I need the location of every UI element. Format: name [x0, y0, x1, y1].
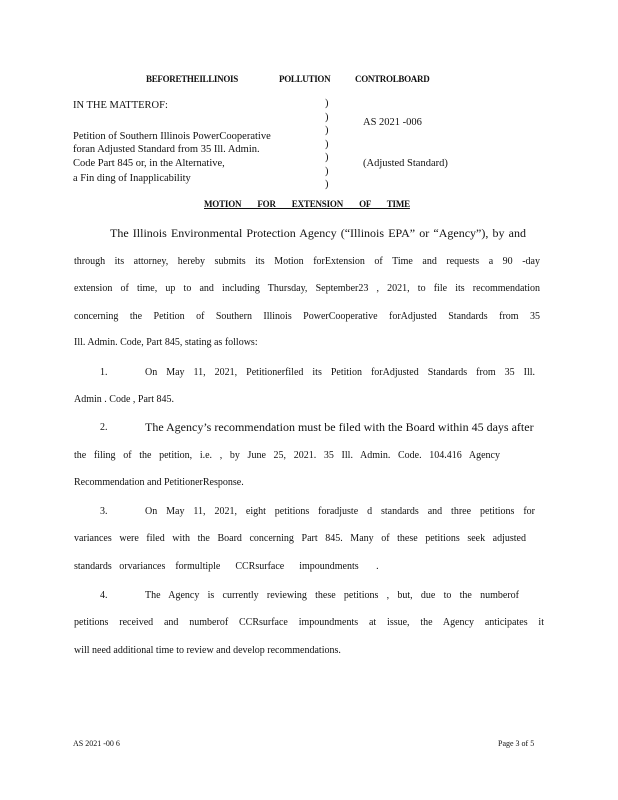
intro-line-1: The Illinois Environmental Protection Agency (“Illinois EPA” or “Agency”), by and	[110, 226, 526, 240]
item-1-line-1: On May 11, 2021, Petitionerfiled its Petition forAdjusted Standards from 35 Ill.	[145, 367, 535, 378]
item-number: 3.	[100, 506, 108, 517]
intro-line-2: through its attorney, hereby submits its Motion forExtension of Time and requests a 90 -day	[74, 256, 540, 267]
item-number: 1.	[100, 367, 108, 378]
board-name-left: BEFORETHEILLINOIS	[146, 74, 238, 84]
item-3-line-3: standards orvariances formultiple CCRsurface impoundments .	[74, 561, 379, 572]
item-3-line-2: variances were filed with the Board concerning Part 845. Many of these petitions seek adjusted	[74, 533, 526, 544]
item-3-line-1: On May 11, 2021, eight petitions foradjuste d standards and three petitions for	[145, 506, 535, 517]
item-number: 2.	[100, 422, 108, 433]
motion-title: MOTION FOR EXTENSION OF TIME	[204, 199, 410, 209]
in-the-matter-of: IN THE MATTEROF:	[73, 100, 168, 111]
petition-caption-line-3: Code Part 845 or, in the Alternative,	[73, 158, 225, 169]
petition-caption-line-2: foran Adjusted Standard from 35 Ill. Admin.	[73, 144, 260, 155]
intro-line-4: concerning the Petition of Southern Illinois PowerCooperative forAdjusted Standards from 35	[74, 311, 540, 322]
item-2-line-1: The Agency’s recommendation must be filed with the Board within 45 days after	[145, 420, 534, 434]
petition-caption-line-1: Petition of Southern Illinois PowerCooperative	[73, 131, 271, 142]
case-number: AS 2021 -006	[363, 117, 422, 128]
intro-line-5: Ill. Admin. Code, Part 845, stating as follows:	[74, 337, 258, 348]
item-number: 4.	[100, 590, 108, 601]
item-2-line-2: the filing of the petition, i.e. , by June 25, 2021. 35 Ill. Admin. Code. 104.416 Agency	[74, 450, 500, 461]
intro-line-3: extension of time, up to and including Thursday, September23 , 2021, to file its recommendation	[74, 283, 540, 294]
item-2-line-3: Recommendation and PetitionerResponse.	[74, 477, 244, 488]
item-4-line-1: The Agency is currently reviewing these petitions , but, due to the numberof	[145, 590, 519, 601]
item-1-line-2: Admin . Code , Part 845.	[74, 394, 174, 405]
footer-page-number: Page 3 of 5	[498, 739, 535, 748]
case-type: (Adjusted Standard)	[363, 158, 448, 169]
footer-case-number: AS 2021 -00 6	[73, 739, 120, 748]
board-name-right: CONTROLBOARD	[355, 74, 430, 84]
caption-parentheses: ) ) ) ) ) ) )	[325, 98, 329, 190]
petition-caption-line-4: a Fin ding of Inapplicability	[73, 173, 191, 184]
item-4-line-3: will need additional time to review and develop recommendations.	[74, 645, 341, 656]
board-name-middle: POLLUTION	[279, 74, 331, 84]
item-4-line-2: petitions received and numberof CCRsurface impoundments at issue, the Agency anticipates it	[74, 617, 544, 628]
